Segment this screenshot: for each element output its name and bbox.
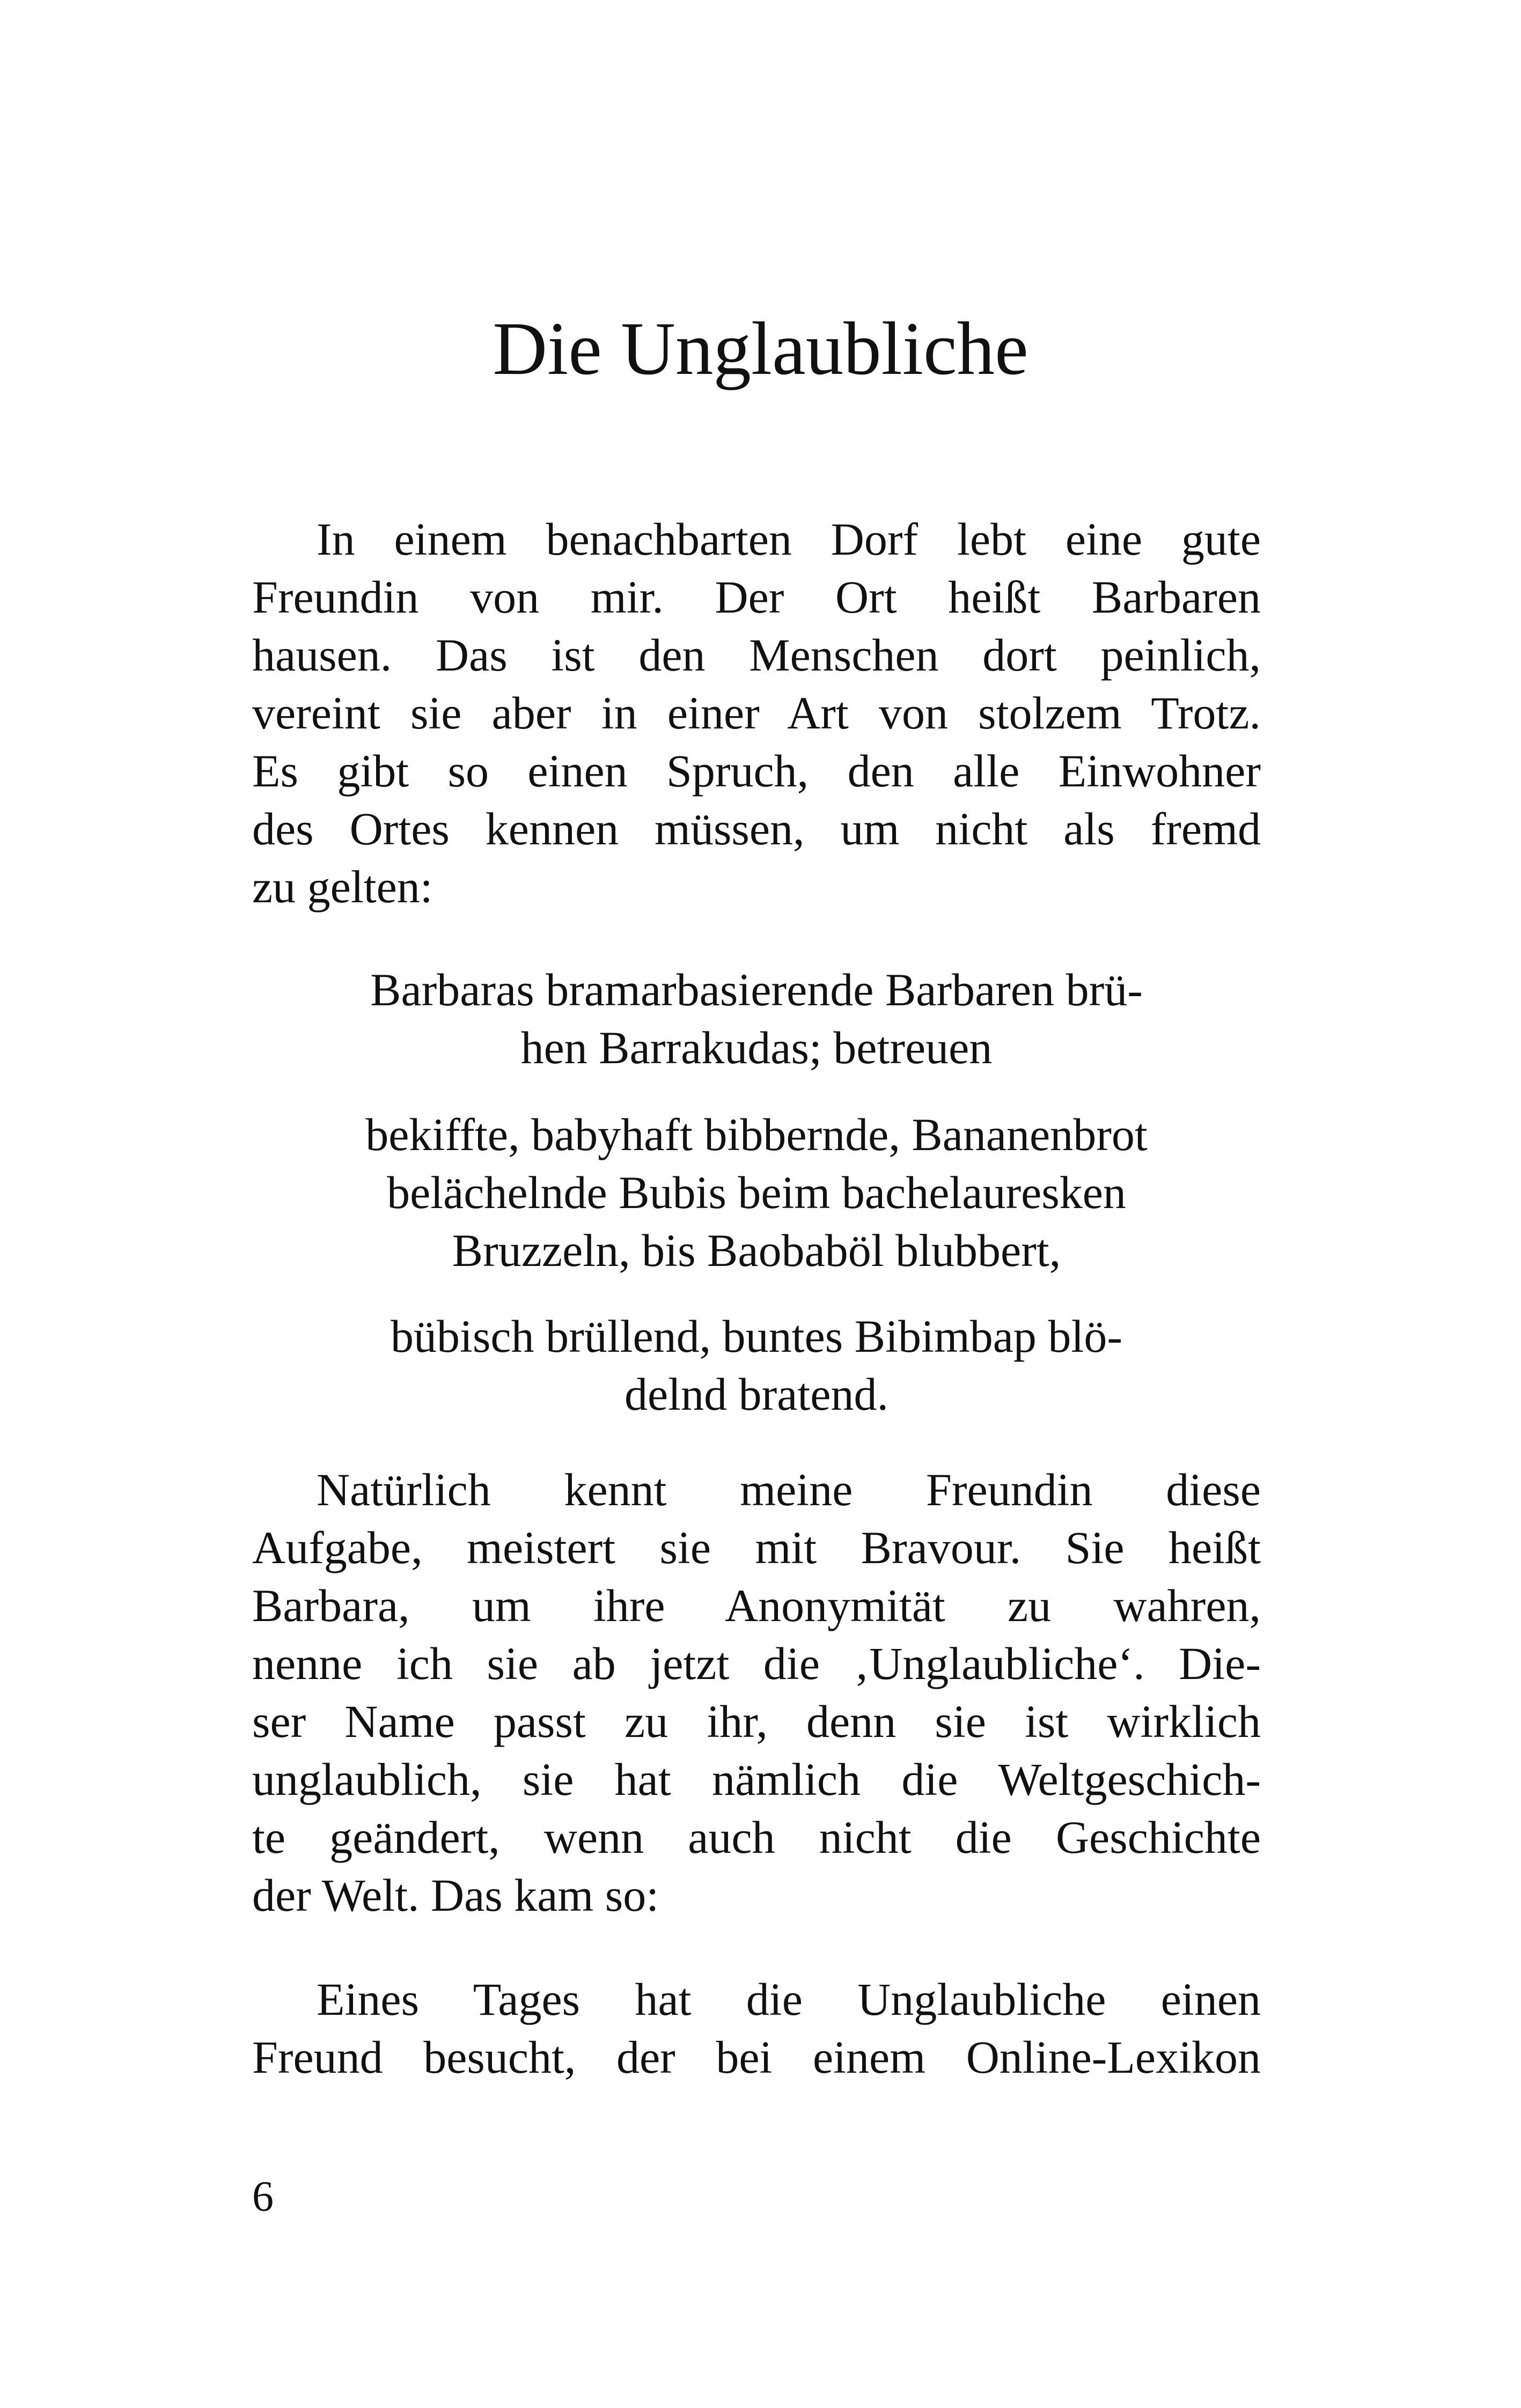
verse-line: bekiffte, babyhaft bibbernde, Bananenbrot	[365, 1109, 1148, 1160]
verse-line: delnd bratend.	[624, 1368, 888, 1420]
paragraph-line: In einem benachbarten Dorf lebt eine gute	[317, 513, 1261, 565]
page-number: 6	[252, 2173, 274, 2220]
paragraph-line: hausen. Das ist den Menschen dort peinlich,	[252, 629, 1261, 681]
verse-line: hen Barrakudas; betreuen	[520, 1022, 993, 1073]
verse-line: Barbaras bramarbasierende Barbaren brü-	[370, 964, 1143, 1015]
paragraph-line: des Ortes kennen müssen, um nicht als fremd	[252, 803, 1261, 855]
paragraph-line: vereint sie aber in einer Art von stolzem Trotz.	[252, 687, 1261, 739]
paragraph-line: Freund besucht, der bei einem Online-Lexikon	[252, 2031, 1261, 2083]
verse-line: belächelnde Bubis beim bachelauresken	[387, 1167, 1126, 1218]
paragraph-line: ser Name passt zu ihr, denn sie ist wirklich	[252, 1696, 1261, 1747]
verse-line: Bruzzeln, bis Baobaböl blubbert,	[452, 1225, 1061, 1276]
chapter-title: Die Unglaubliche	[493, 307, 1028, 391]
paragraph-line: te geändert, wenn auch nicht die Geschichte	[252, 1811, 1261, 1863]
paragraph-line: Barbara, um ihre Anonymität zu wahren,	[252, 1580, 1261, 1631]
paragraph-line: Eines Tages hat die Unglaubliche einen	[317, 1973, 1261, 2025]
paragraph-line: Es gibt so einen Spruch, den alle Einwohner	[252, 745, 1261, 797]
paragraph-line: der Welt. Das kam so:	[252, 1869, 659, 1921]
paragraph-line: Freundin von mir. Der Ort heißt Barbaren	[252, 571, 1261, 623]
verse-line: bübisch brüllend, buntes Bibimbap blö-	[391, 1310, 1122, 1362]
paragraph-line: Aufgabe, meistert sie mit Bravour. Sie heißt	[252, 1522, 1261, 1573]
paragraph-line: zu gelten:	[252, 861, 433, 912]
paragraph-line: nenne ich sie ab jetzt die ‚Unglaubliche‘. Die-	[252, 1638, 1261, 1689]
paragraph-line: Natürlich kennt meine Freundin diese	[317, 1464, 1261, 1515]
paragraph-line: unglaublich, sie hat nämlich die Weltgeschich-	[252, 1754, 1261, 1805]
